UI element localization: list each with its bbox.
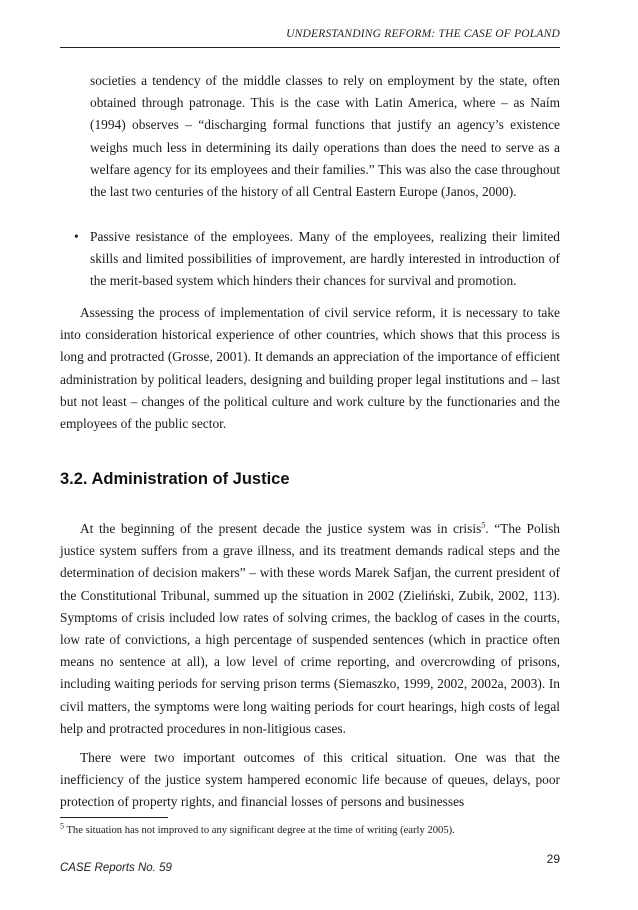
assessing-paragraph-text: Assessing the process of implementation of civil service reform, it is necessary to take into consideration historical experience of other countries, which shows that this process is long and protracted (Grosse, 2001). It demands an appreciation of the importance of efficient administration by political leaders, designing and building proper legal institutions and – last but not least – changes of the political culture and work culture by the functionaries and the employees of the public sector.: [60, 305, 560, 432]
running-header: UNDERSTANDING REFORM: THE CASE OF POLAND: [286, 28, 560, 40]
page-number: 29: [546, 852, 560, 866]
header-rule: [60, 47, 560, 48]
justice-paragraph-1: [60, 518, 560, 740]
footnote-rule: [60, 817, 168, 818]
footnote-text: The situation has not improved to any significant degree at the time of writing (early 2005).: [64, 825, 455, 836]
bullet-mark: •: [74, 229, 79, 244]
footnote: [60, 821, 560, 838]
assessing-paragraph: [60, 302, 560, 435]
justice-paragraph-2-text: There were two important outcomes of this critical situation. One was that the inefficiency of the justice system hampered economic life because of queues, delays, poor protection of property rights, and financial losses of persons and businesses: [60, 750, 560, 810]
footnote-reference: 5: [481, 520, 486, 530]
bullet-text: Passive resistance of the employees. Many of the employees, realizing their limited skills and limited possibilities of improvement, are hardly interested in introduction of the merit-based system which hinders their chances for survival and promotion.: [90, 229, 560, 289]
justice-paragraph-2: [60, 747, 560, 814]
justice-paragraph-1-rest: . “The Polish justice system suffers from a grave illness, and its treatment demands radical steps and the determination of decision makers” – with these words Marek Safjan, the current president of the Constitutional Tribunal, summed up the situation in 2002 (Zieliński, Zubik, 2002, 113). Symptoms of crisis included low rates of solving crimes, the backlog of cases in the courts, low rate of convictions, a high percentage of suspended sentences (which in practice often means no sentence at all), a low level of crime reporting, and overcrowding of prisons, including waiting periods for serving prison terms (Siemaszko, 1999, 2002, 2002a, 2003). In civil matters, the symptoms were long waiting periods for court hearings, high costs of legal help and protracted procedures in non-litigious cases.: [60, 521, 560, 736]
justice-paragraph-1-text: [60, 518, 560, 740]
justice-paragraph-1-start: At the beginning of the present decade the justice system was in crisis: [80, 521, 482, 536]
footnote-number: 5: [60, 821, 64, 831]
section-heading: 3.2. Administration of Justice: [60, 470, 290, 488]
bullet-item: [74, 226, 560, 293]
footer-series: CASE Reports No. 59: [60, 862, 172, 874]
continued-paragraph: societies a tendency of the middle classes to rely on employment by the state, often obtained through patronage. This is the case with Latin America, where – as Naím (1994) observes – “discharging formal functions that justify an agency’s existence weighs much less in determining its daily operations than does the need to serve as a welfare agency for its employees and their families.” This was also the case throughout the last two centuries of the history of all Central Eastern Europe (Janos, 2000).: [90, 73, 560, 200]
